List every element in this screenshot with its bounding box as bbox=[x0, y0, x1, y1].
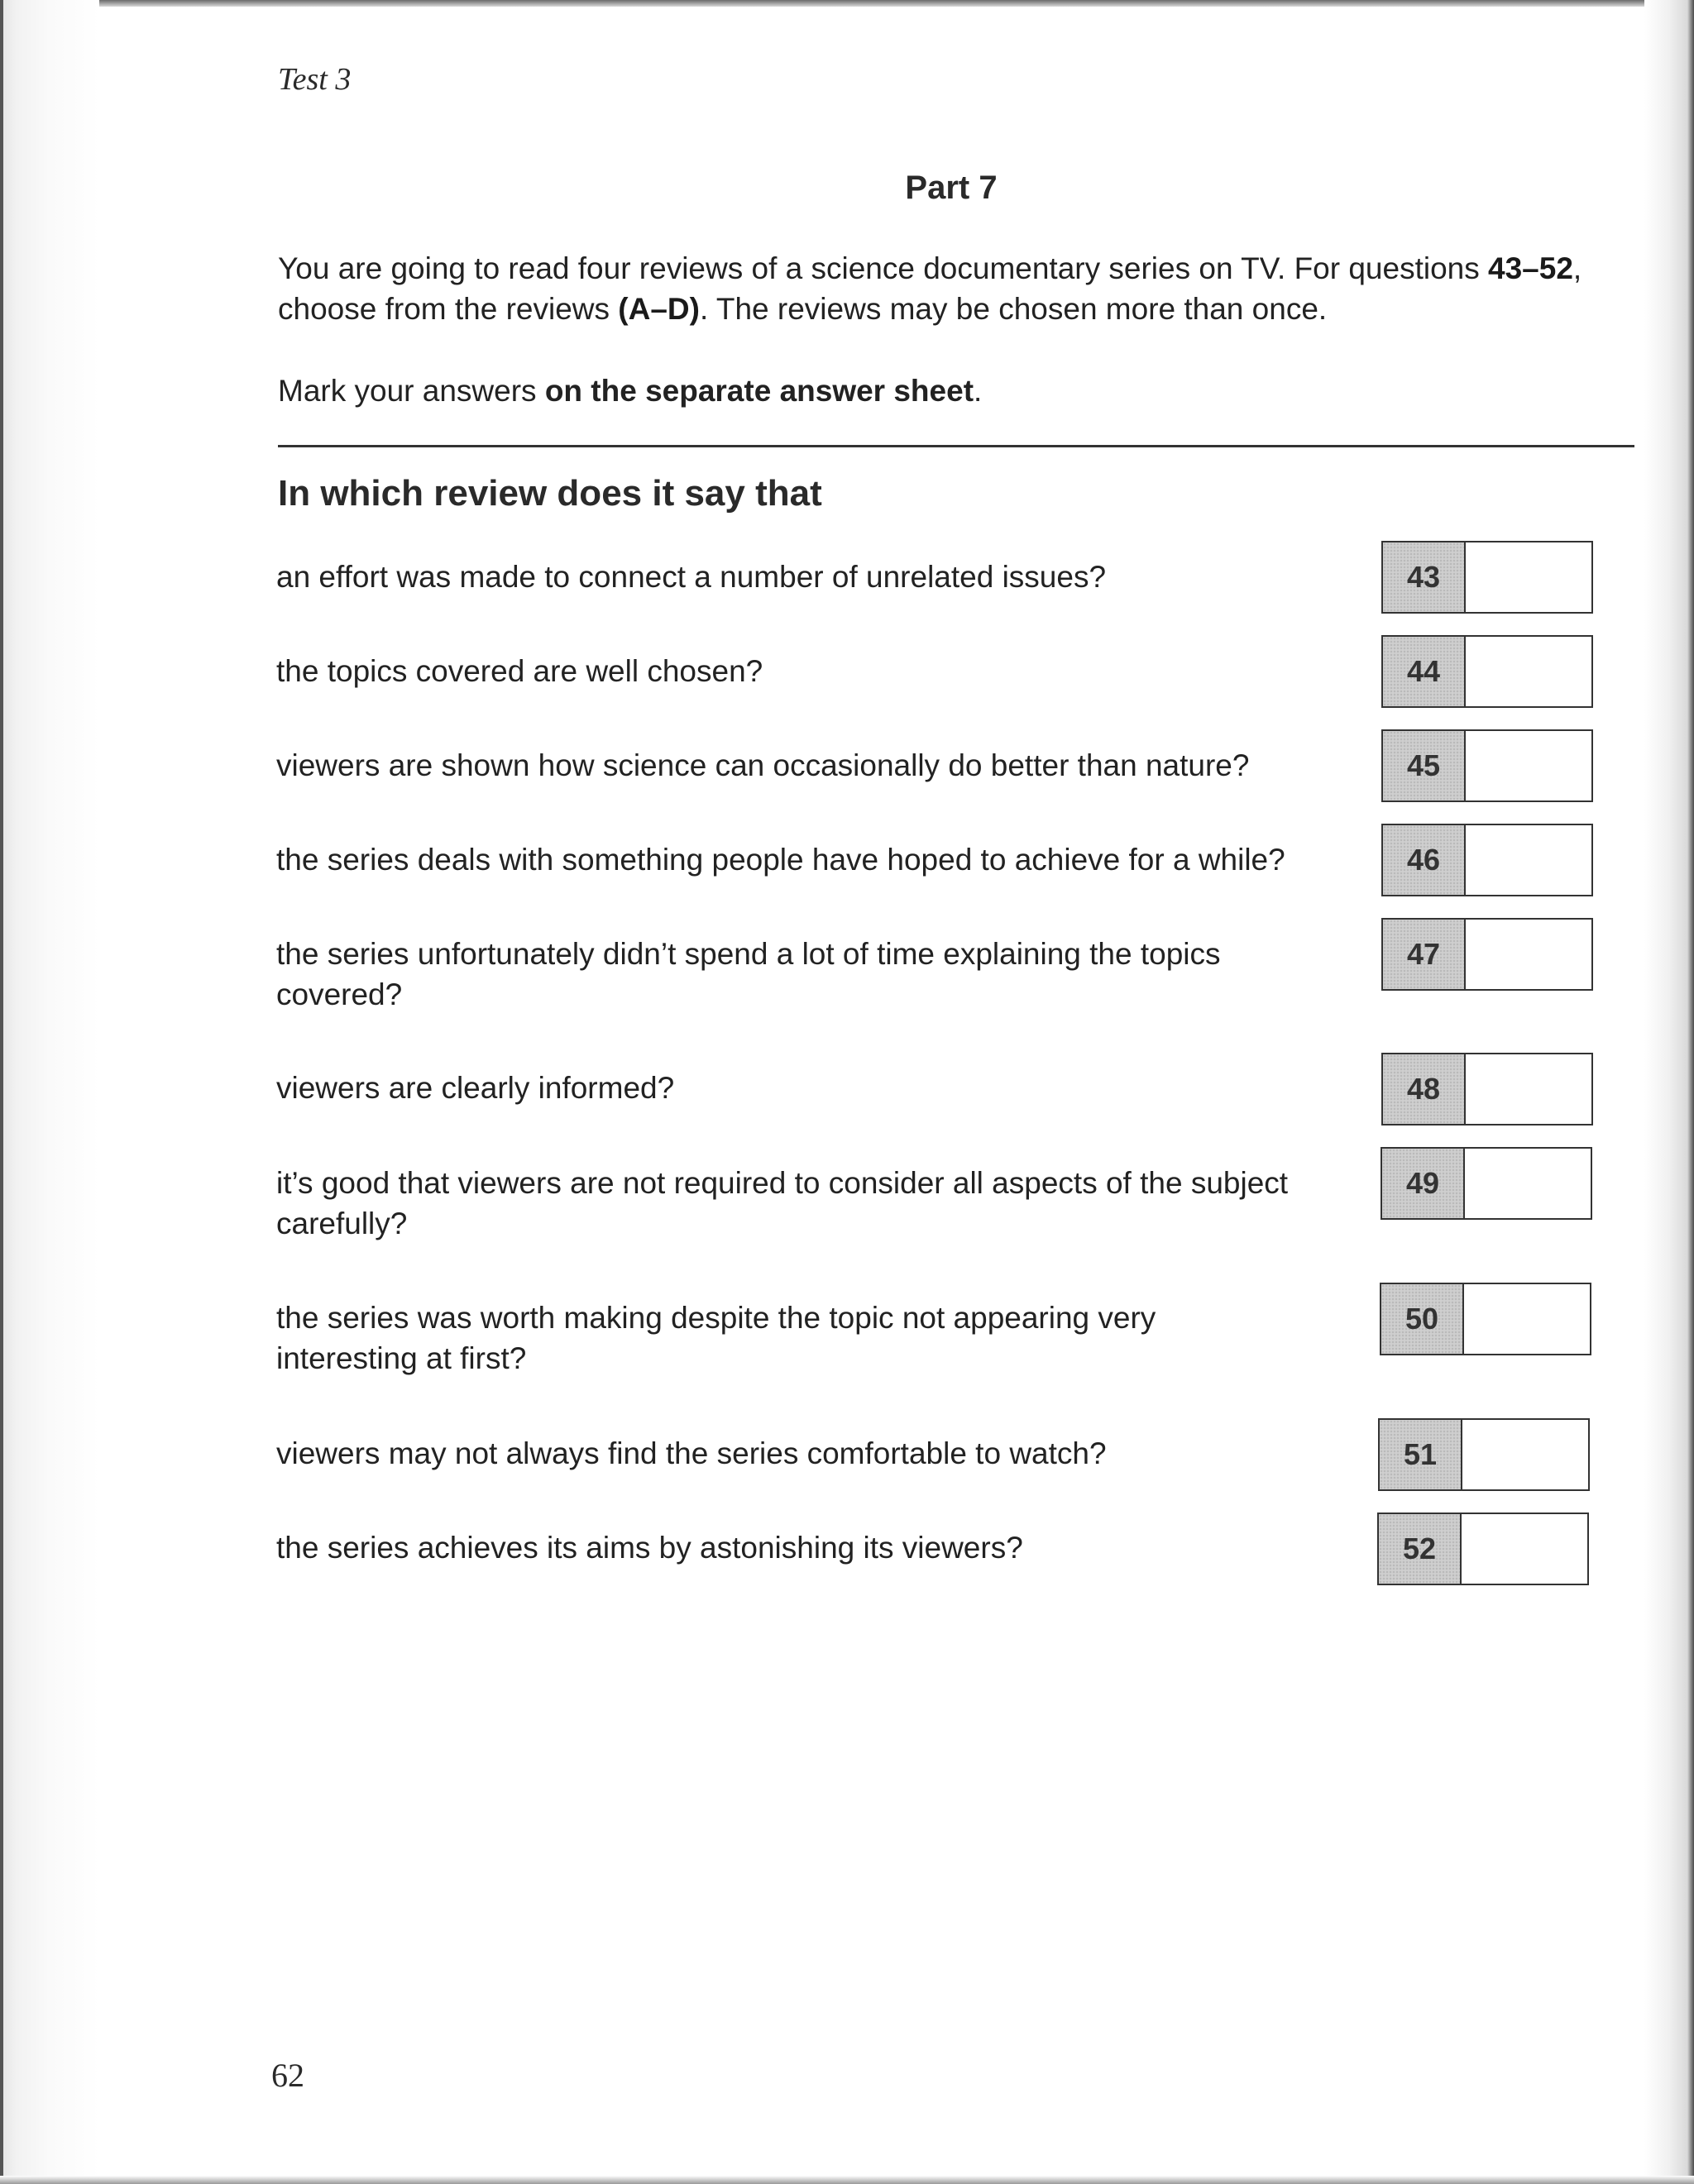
answer-box-46[interactable] bbox=[1381, 824, 1593, 896]
part-title: Part 7 bbox=[905, 170, 998, 206]
question-number: 50 bbox=[1381, 1284, 1464, 1354]
question-46-text: the series deals with something people have hoped to achieve for a while? bbox=[276, 843, 1285, 877]
question-44-text: the topics covered are well chosen? bbox=[276, 654, 763, 688]
answer-box-51[interactable] bbox=[1378, 1418, 1590, 1491]
scan-left-edge bbox=[0, 0, 99, 2184]
instructions: You are going to read four reviews of a science documentary series on TV. For questions 43–52, choose from the reviews (A–D). The reviews may be chosen more than once. bbox=[278, 251, 1582, 326]
question-number: 51 bbox=[1380, 1420, 1462, 1489]
question-number: 48 bbox=[1383, 1054, 1466, 1124]
question-range: 43–52 bbox=[1488, 251, 1573, 285]
answer-box-49[interactable] bbox=[1381, 1147, 1592, 1220]
scan-right-edge bbox=[1644, 0, 1694, 2184]
question-number: 44 bbox=[1383, 637, 1466, 706]
divider bbox=[278, 445, 1634, 447]
answer-sheet-instruction: Mark your answers on the separate answer sheet. bbox=[278, 374, 983, 408]
question-50-text: the series was worth making despite the topic not appearing very interesting at first? bbox=[276, 1301, 1156, 1375]
running-head: Test 3 bbox=[278, 62, 352, 97]
answer-field[interactable] bbox=[1462, 1514, 1587, 1584]
answer-box-52[interactable] bbox=[1377, 1513, 1589, 1585]
question-number: 52 bbox=[1379, 1514, 1462, 1584]
question-51-text: viewers may not always find the series comfortable to watch? bbox=[276, 1436, 1107, 1470]
page-number: 62 bbox=[271, 2057, 304, 2094]
question-47-text: the series unfortunately didn’t spend a lot of time explaining the topics covered? bbox=[276, 937, 1221, 1011]
question-49-text: it’s good that viewers are not required to consider all aspects of the subject carefully? bbox=[276, 1166, 1289, 1240]
question-number: 46 bbox=[1383, 825, 1466, 895]
answer-field[interactable] bbox=[1466, 637, 1591, 706]
answer-box-50[interactable] bbox=[1380, 1283, 1591, 1355]
answer-box-48[interactable] bbox=[1381, 1053, 1593, 1125]
section-heading: In which review does it say that bbox=[278, 473, 822, 514]
review-letters: (A–D) bbox=[618, 292, 700, 326]
question-number: 47 bbox=[1383, 920, 1466, 989]
question-43-text: an effort was made to connect a number of unrelated issues? bbox=[276, 560, 1107, 594]
question-48-text: viewers are clearly informed? bbox=[276, 1071, 675, 1105]
answer-field[interactable] bbox=[1462, 1420, 1588, 1489]
question-52-text: the series achieves its aims by astonishing its viewers? bbox=[276, 1531, 1023, 1565]
answer-field[interactable] bbox=[1466, 1054, 1591, 1124]
question-number: 49 bbox=[1382, 1149, 1465, 1218]
question-45-text: viewers are shown how science can occasionally do better than nature? bbox=[276, 748, 1250, 782]
answer-field[interactable] bbox=[1466, 542, 1591, 612]
answer-box-47[interactable] bbox=[1381, 918, 1593, 991]
question-number: 43 bbox=[1383, 542, 1466, 612]
answer-box-45[interactable] bbox=[1381, 729, 1593, 802]
answer-box-44[interactable] bbox=[1381, 635, 1593, 708]
answer-field[interactable] bbox=[1466, 920, 1591, 989]
answer-field[interactable] bbox=[1466, 825, 1591, 895]
answer-box-43[interactable] bbox=[1381, 541, 1593, 614]
scan-top-edge bbox=[0, 0, 1694, 7]
scan-bottom-edge bbox=[0, 2176, 1694, 2184]
question-number: 45 bbox=[1383, 731, 1466, 800]
answer-field[interactable] bbox=[1465, 1149, 1591, 1218]
answer-field[interactable] bbox=[1464, 1284, 1590, 1354]
answer-field[interactable] bbox=[1466, 731, 1591, 800]
